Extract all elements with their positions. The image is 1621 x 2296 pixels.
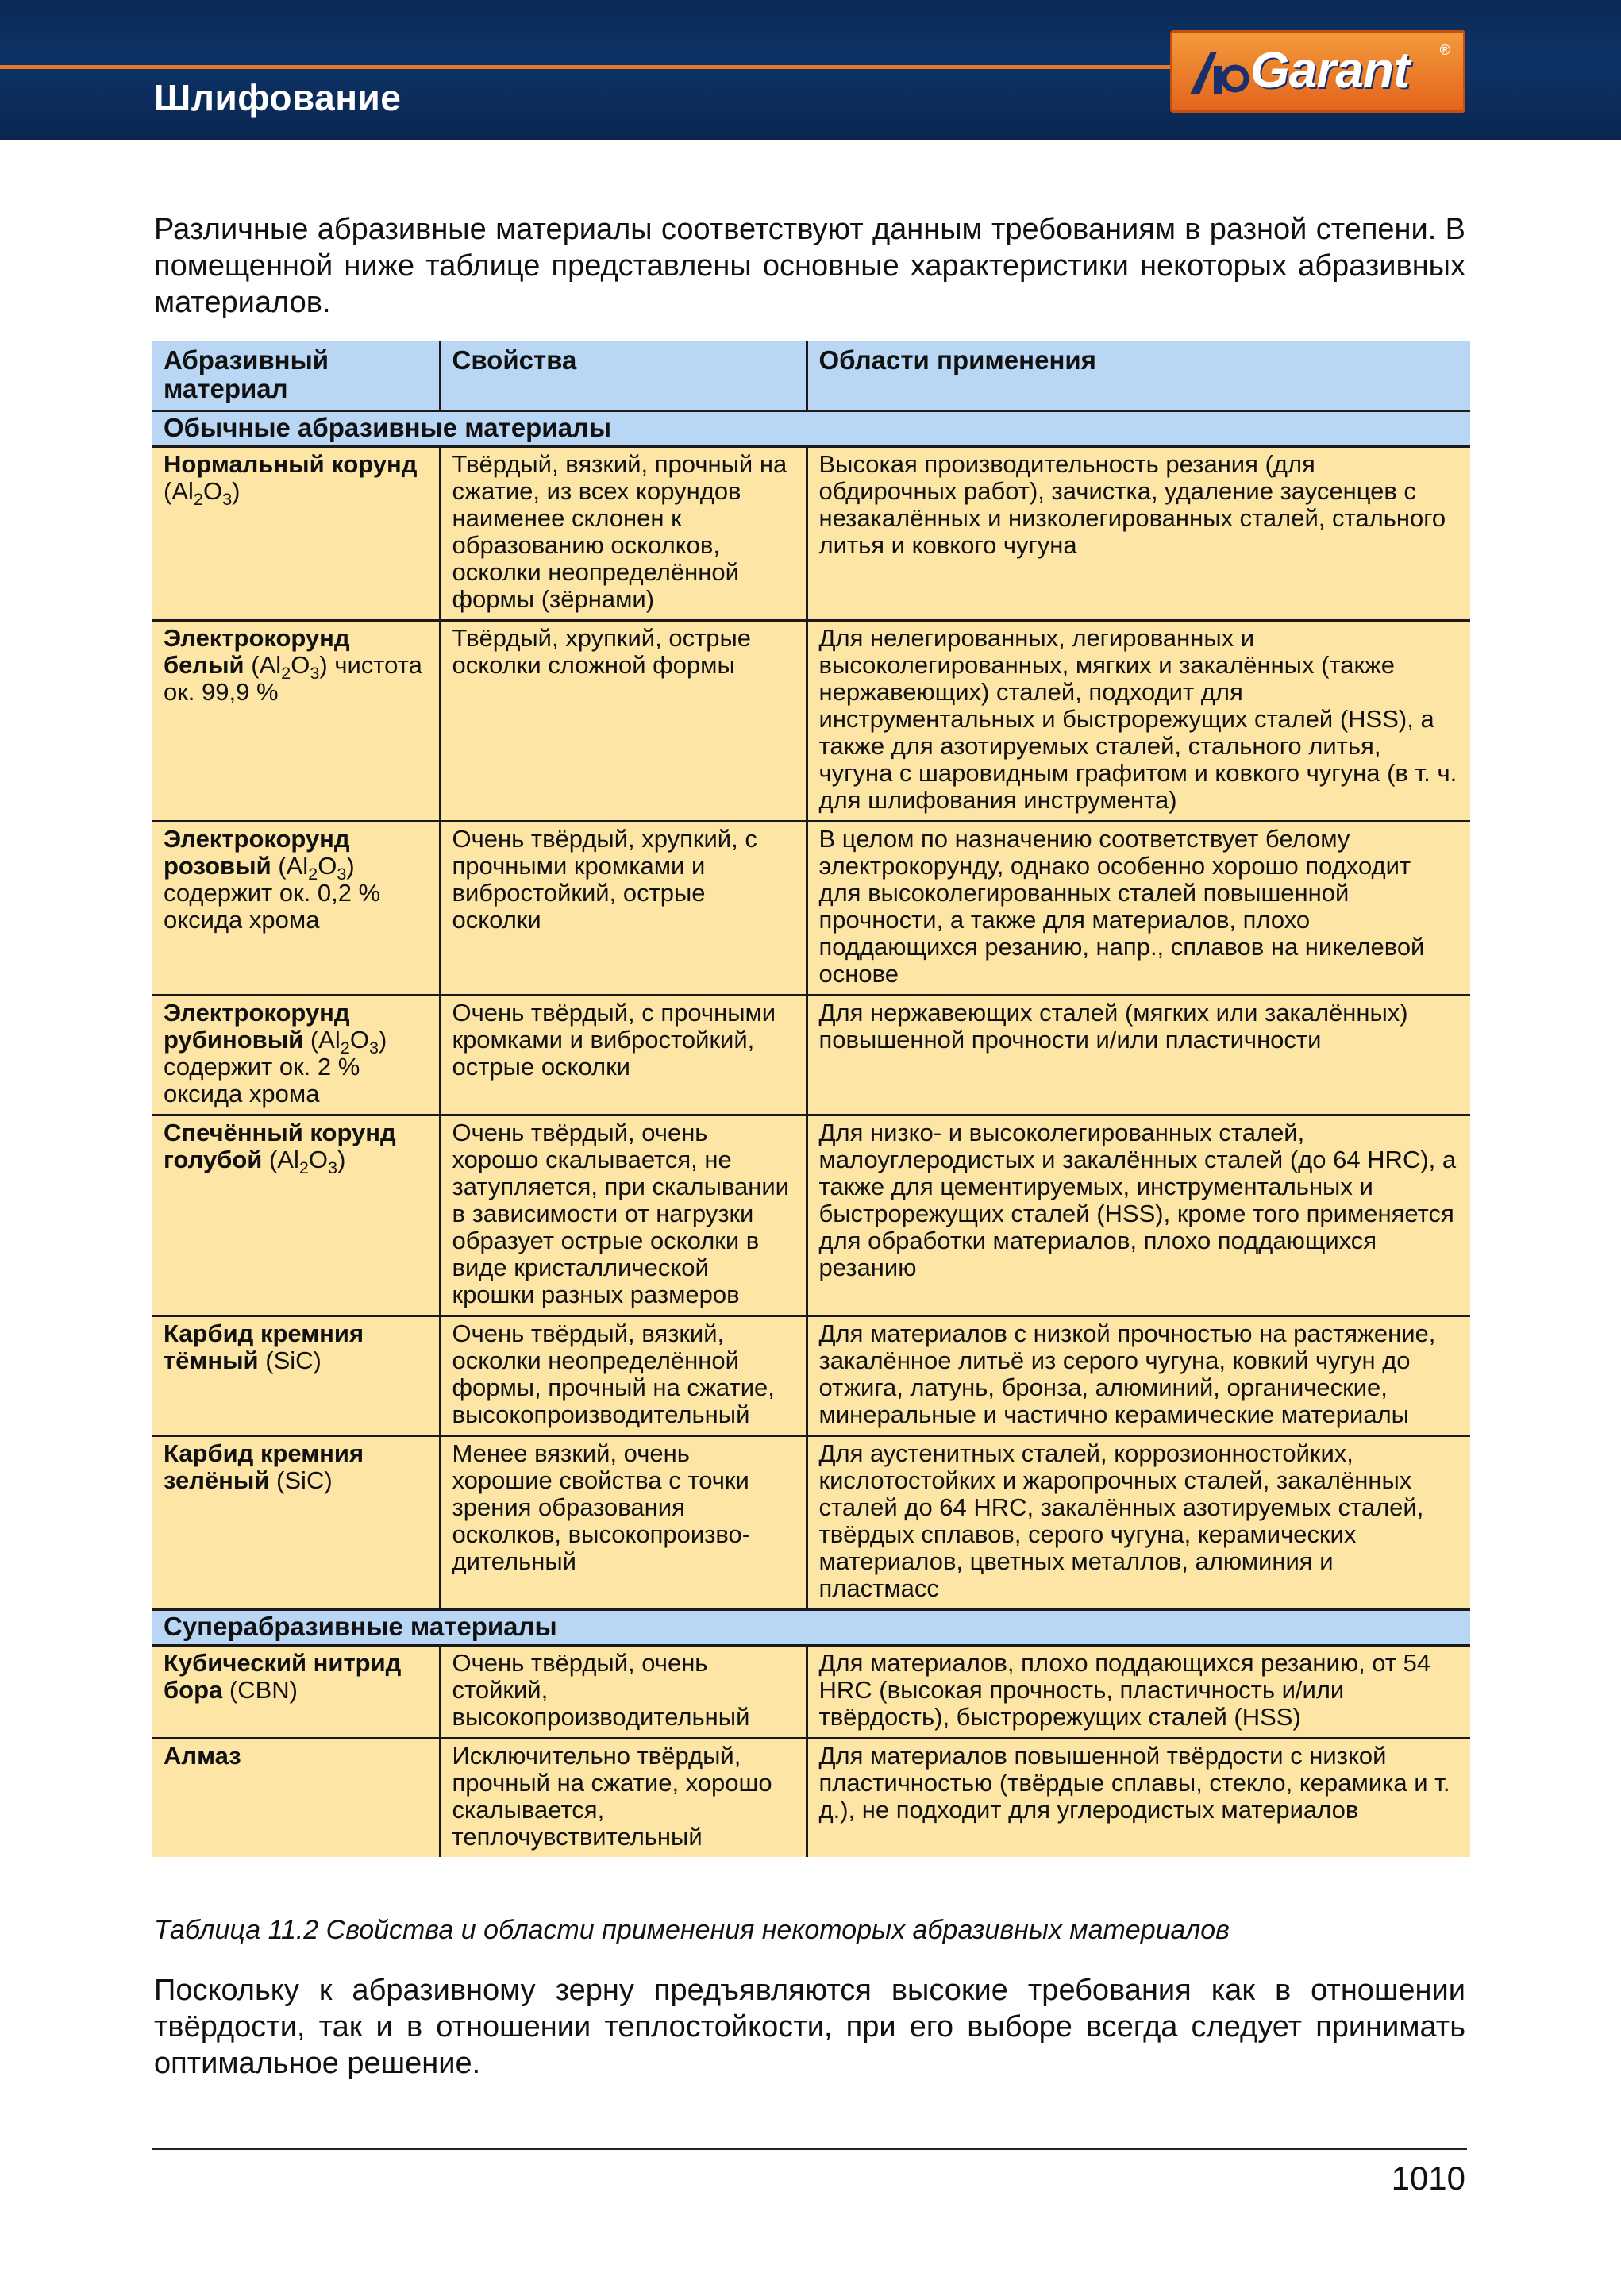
material-name: Нормальный корунд (164, 450, 418, 478)
material-name: Электрокорунд рубиновый (164, 999, 350, 1054)
table-row (152, 447, 1470, 621)
section-row (152, 1610, 1470, 1646)
table-row (152, 621, 1470, 822)
material-name: Алмаз (164, 1742, 241, 1770)
material-formula: $Al_2O_3$ (171, 477, 233, 510)
material-cell: Карбид кремния тёмный (SiC) (152, 1316, 440, 1436)
material-name: Спечённый корунд голубой (164, 1119, 396, 1173)
material-formula: CBN (237, 1676, 290, 1704)
garant-logo-icon (1190, 48, 1249, 96)
material-cell: Спечённый корунд голубой $(Al_2O_3)$ (152, 1115, 440, 1316)
applications-cell: Для материалов с низкой прочностью на растяжение, закалённое литьё из серого чугуна, ковкий чугун до отжига, латунь, бронза, алюминий, органические, минеральные и частично керамические материалы (807, 1316, 1470, 1436)
column-header: Области применения (807, 341, 1470, 411)
material-formula: SiC (284, 1466, 325, 1494)
material-formula: SiC (273, 1346, 314, 1374)
material-name: Электрокорунд розовый (164, 825, 350, 880)
logo-text: Garant (1250, 41, 1410, 98)
material-cell: Электрокорунд белый $(Al_2O_3)$ чистота ок. 99,9 % (152, 621, 440, 822)
material-cell (152, 1739, 440, 1858)
applications-cell: В целом по назначению соответствует белому электрокорунду, однако особенно хорошо подходит для высоколегированных сталей повышенной прочности, а также для материалов, плохо поддающихся резанию, напр., сплавов на никелевой основе (807, 822, 1470, 996)
properties-cell: Очень твёрдый, хрупкий, с прочными кромками и вибростойкий, острые осколки (440, 822, 807, 996)
section-title: Обычные абразивные материалы (152, 411, 1470, 447)
page-title: Шлифование (154, 77, 402, 118)
material-name: Электрокорунд белый (164, 624, 350, 679)
applications-cell: Для низко- и высоколегированных сталей, малоуглеродистых и закалённых сталей (до 64 HRC), а также для цементируемых, инструментальных и быстрорежущих сталей (HSS), кроме того применяется для обработки материалов, плохо поддающихся резанию (807, 1115, 1470, 1316)
properties-cell: Очень твёрдый, вязкий, осколки неопределённой формы, прочный на сжатие, высокопроизводительный (440, 1316, 807, 1436)
applications-cell: Для материалов повышенной твёрдости с низкой пластичностью (твёрдые сплавы, стекло, керамика и т. д.), не подходит для углеродистых материалов (807, 1739, 1470, 1858)
table-row (152, 996, 1470, 1115)
material-name: Карбид кремния зелёный (164, 1439, 364, 1494)
applications-cell: Для аустенитных сталей, коррозионностойких, кислотостойких и жаропрочных сталей, закалённых сталей до 64 HRC, закалённых азотируемых сталей, твёрдых сплавов, серого чугуна, керамических материалов, цветных металлов, алюминия и пластмасс (807, 1436, 1470, 1610)
material-cell: Нормальный корунд $(Al_2O_3)$ (152, 447, 440, 621)
garant-logo (1170, 30, 1465, 113)
material-name: Кубический нитрид бора (164, 1649, 402, 1704)
material-formula: $Al_2O_3$ (277, 1146, 338, 1178)
outro-paragraph: Поскольку к абразивному зерну предъявляются высокие требования как в отношении твёрдости, так и в отношении теплостойкости, при его выборе всегда следует принимать оптимальное решение. (154, 1974, 1465, 2080)
table-header-row (152, 341, 1470, 411)
table-row (152, 1115, 1470, 1316)
material-formula: $Al_2O_3$ (286, 852, 347, 884)
header-accent-line (0, 65, 1175, 69)
header-bar (0, 0, 1621, 140)
footer-divider (152, 2148, 1467, 2150)
table-row (152, 1316, 1470, 1436)
material-note: содержит ок. 0,2 % оксида хрома (164, 879, 381, 934)
table-row (152, 1739, 1470, 1858)
table-row (152, 1436, 1470, 1610)
material-cell: Карбид кремния зелёный (SiC) (152, 1436, 440, 1610)
material-note: содержит ок. 2 % оксида хрома (164, 1053, 360, 1108)
applications-cell: Для нелегированных, легированных и высоколегированных, мягких и закалённых (также нержавеющих) сталей, подходит для инструментальных и быстрорежущих сталей (HSS), а также для азотируемых сталей, стального литья, чугуна с шаровидным графитом и ковкого чугуна (в т. ч. для шлифования инструмента) (807, 621, 1470, 822)
properties-cell: Твёрдый, вязкий, прочный на сжатие, из всех корундов наименее склонен к образованию осколков, осколки неопределённой формы (зёрнами) (440, 447, 807, 621)
properties-cell: Очень твёрдый, очень хорошо скалывается, не затупляется, при скалывании в зависимости от нагрузки образует острые осколки в виде кристаллической крошки разных размеров (440, 1115, 807, 1316)
material-note: чистота ок. 99,9 % (164, 651, 422, 706)
abrasives-table (152, 341, 1470, 1857)
properties-cell: Твёрдый, хрупкий, острые осколки сложной формы (440, 621, 807, 822)
table-caption: Таблица 11.2 Свойства и области применения некоторых абразивных материалов (154, 1915, 1230, 1945)
properties-cell: Менее вязкий, очень хорошие свойства с точки зрения образования осколков, высокопроизво-дительный (440, 1436, 807, 1610)
column-header: Абразивный материал (152, 341, 440, 411)
applications-cell: Высокая производительность резания (для обдирочных работ), зачистка, удаление заусенцев с незакалённых и низколегированных сталей, стального литья и ковкого чугуна (807, 447, 1470, 621)
section-row (152, 411, 1470, 447)
properties-cell: Очень твёрдый, с прочными кромками и вибростойкий, острые осколки (440, 996, 807, 1115)
logo-registered-mark: ® (1439, 42, 1450, 58)
page-number: 1010 (1391, 2159, 1465, 2197)
material-cell: Электрокорунд розовый $(Al_2O_3)$ содержит ок. 0,2 % оксида хрома (152, 822, 440, 996)
properties-cell: Исключительно твёрдый, прочный на сжатие, хорошо скалывается, теплочувствительный (440, 1739, 807, 1858)
section-title: Суперабразивные материалы (152, 1610, 1470, 1646)
material-name: Карбид кремния тёмный (164, 1319, 364, 1374)
applications-cell: Для нержавеющих сталей (мягких или закалённых) повышенной прочности и/или пластичности (807, 996, 1470, 1115)
column-header: Свойства (440, 341, 807, 411)
material-cell: Электрокорунд рубиновый $(Al_2O_3)$ содержит ок. 2 % оксида хрома (152, 996, 440, 1115)
material-formula: $Al_2O_3$ (318, 1026, 379, 1058)
properties-cell: Очень твёрдый, очень стойкий, высокопроизводительный (440, 1646, 807, 1739)
applications-cell: Для материалов, плохо поддающихся резанию, от 54 HRC (высокая прочность, пластичность и/или твёрдость), быстрорежущих сталей (HSS) (807, 1646, 1470, 1739)
table-row (152, 822, 1470, 996)
table-row (152, 1646, 1470, 1739)
material-cell: Кубический нитрид бора (CBN) (152, 1646, 440, 1739)
intro-paragraph: Различные абразивные материалы соответствуют данным требованиям в разной степени. В помещенной ниже таблице представлены основные характеристики некоторых абразивных материалов. (154, 213, 1465, 319)
material-formula: $Al_2O_3$ (259, 651, 320, 684)
